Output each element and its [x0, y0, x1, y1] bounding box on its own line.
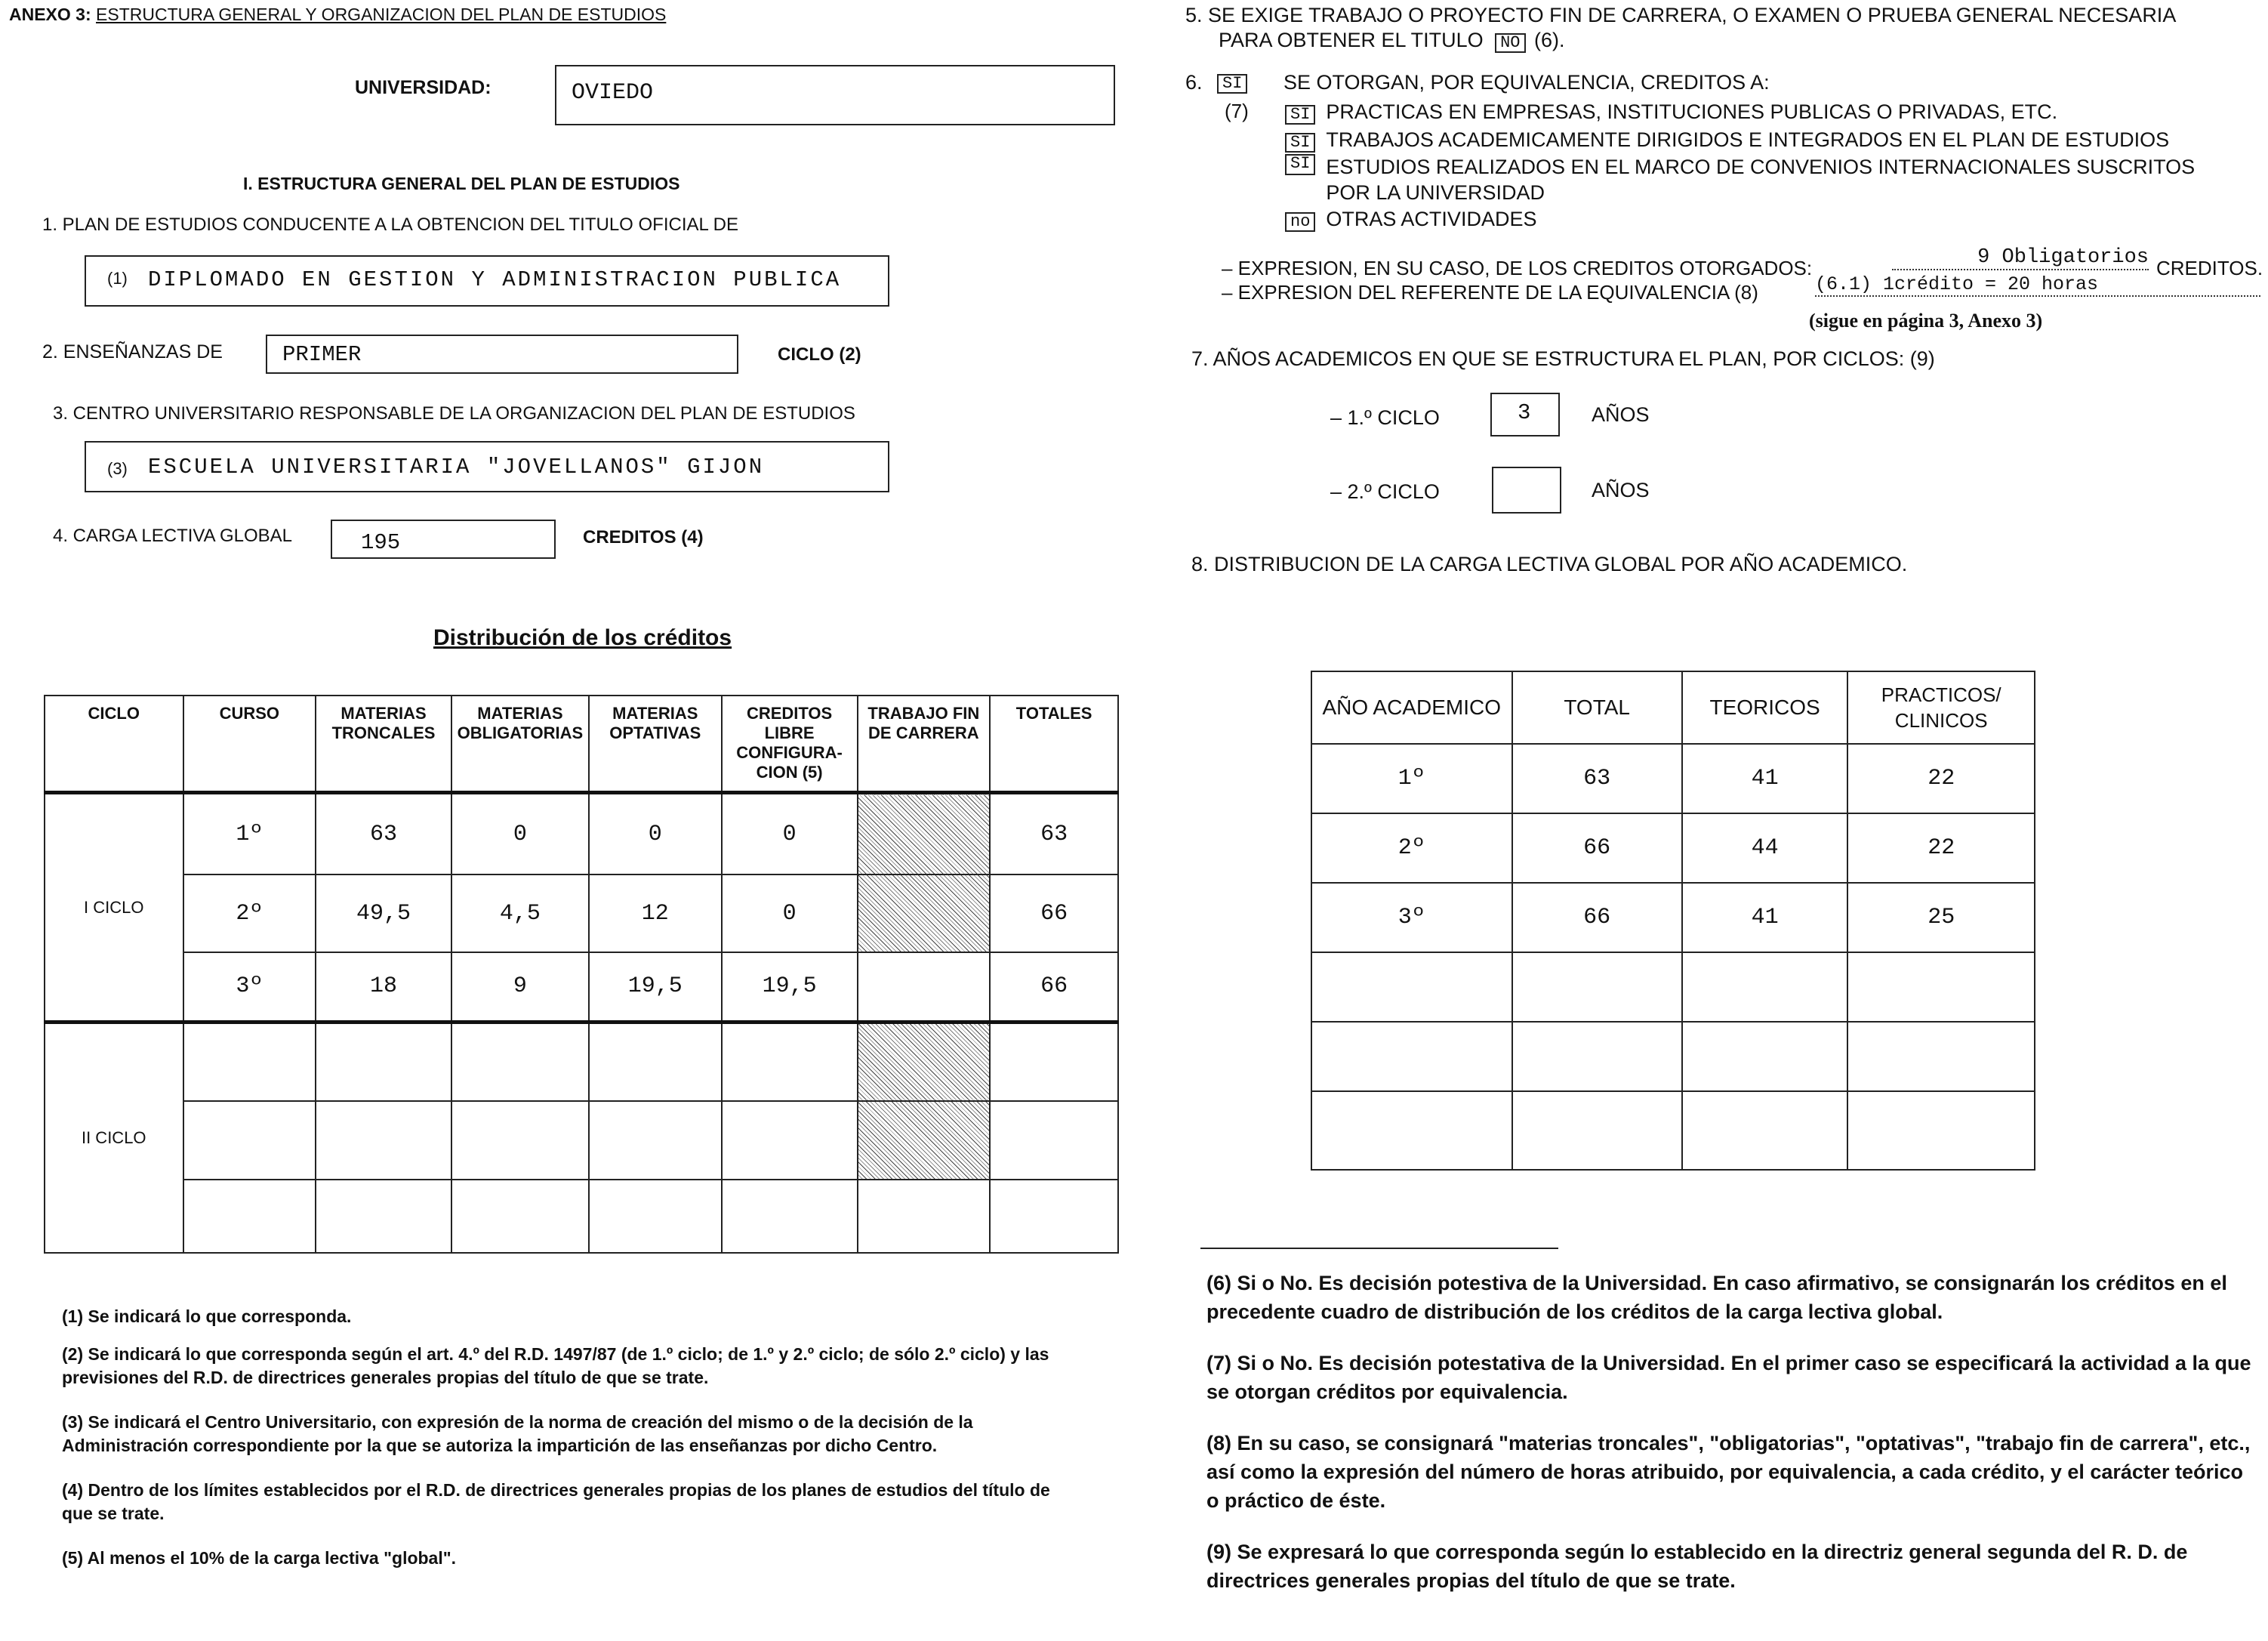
option-label: OTRAS ACTIVIDADES: [1326, 208, 1537, 230]
item4-suffix: CREDITOS (4): [583, 527, 704, 548]
troncales-cell: 18: [316, 952, 451, 1023]
item1-label: 1. PLAN DE ESTUDIOS CONDUCENTE A LA OBTENCION DEL TITULO OFICIAL DE: [42, 214, 738, 235]
ciclo2-years-field: [1492, 467, 1561, 514]
footnote-4: (4) Dentro de los límites establecidos por el R.D. de directrices generales propias de los planes de estudios del título de que se trate.: [62, 1480, 1050, 1523]
ciclo2-label: – 2.º CICLO: [1330, 480, 1440, 503]
ciclo1-unit: AÑOS: [1592, 403, 1650, 426]
col-practicos: PRACTICOS/ CLINICOS: [1847, 671, 2035, 744]
optativas-cell: 0: [589, 793, 722, 875]
universidad-label: UNIVERSIDAD:: [355, 77, 492, 98]
ano-cell: 3º: [1311, 883, 1512, 952]
footnote-1: (1) Se indicará lo que corresponda.: [62, 1306, 352, 1326]
table-row: [45, 793, 1118, 875]
footnote-6: (6) Si o No. Es decisión potestiva de la Universidad. En caso afirmativo, se consignarán los créditos en el precedente cuadro de distribución de los créditos de la carga lectiva global.: [1206, 1272, 2227, 1323]
option-label: TRABAJOS ACADEMICAMENTE DIRIGIDOS E INTEGRADOS EN EL PLAN DE ESTUDIOS: [1326, 128, 2170, 151]
page-header: [9, 5, 666, 25]
optativas-cell: [589, 1180, 722, 1253]
expr2-value: (6.1) 1crédito = 20 horas: [1815, 273, 2260, 297]
practicos-cell: 25: [1847, 883, 2035, 952]
table-row: [1311, 952, 2035, 1022]
col-obligatorias: MATERIAS OBLIGATORIAS: [451, 696, 589, 793]
troncales-cell: [316, 1022, 451, 1101]
obligatorias-cell: 9: [451, 952, 589, 1023]
carga-field: [331, 520, 556, 559]
table-row: [45, 874, 1118, 952]
col-troncales: MATERIAS TRONCALES: [316, 696, 451, 793]
table-row: [1311, 744, 2035, 813]
footnote-3: (3) Se indicará el Centro Universitario, con expresión de la norma de creación del mismo o de la decisión de la Administración correspondiente por la que se autoriza la impartición de las enseñanzas por dicho Centro.: [62, 1412, 973, 1455]
item1-ref: (1): [107, 269, 128, 288]
troncales-cell: 63: [316, 793, 451, 875]
option-checkbox: no: [1285, 212, 1315, 232]
option-label: PRACTICAS EN EMPRESAS, INSTITUCIONES PUBLICAS O PRIVADAS, ETC.: [1326, 100, 2058, 123]
libre-cell: 0: [722, 793, 858, 875]
item6-options: [1285, 98, 2236, 233]
ciclo-1-cell: I CICLO: [45, 793, 183, 1023]
table-row: [45, 1101, 1118, 1180]
ano-cell: 1º: [1311, 744, 1512, 813]
item6-checkbox: SI: [1217, 74, 1247, 94]
option-checkbox: SI: [1285, 154, 1315, 175]
ano-academico-table: [1311, 671, 2035, 1171]
item5-checkbox: NO: [1495, 33, 1525, 53]
section1-title: I. ESTRUCTURA GENERAL DEL PLAN DE ESTUDIOS: [243, 174, 680, 193]
practicos-cell: 22: [1847, 744, 2035, 813]
practicos-cell: 22: [1847, 813, 2035, 883]
centro-value: ESCUELA UNIVERSITARIA "JOVELLANOS" GIJON: [148, 455, 765, 480]
footnote-5: (5) Al menos el 10% de la carga lectiva "global".: [62, 1548, 457, 1568]
expr1-suffix: CREDITOS.: [2156, 257, 2263, 279]
centro-field: [85, 441, 889, 492]
footnote-8: (8) En su caso, se consignará "materias troncales", "obligatorias", "optativas", "trabajo fin de carrera", etc., así como la expresión del número de horas atribuido, por equivalencia, a cada crédito, y el carácter teórico o práctico de éste.: [1206, 1432, 2251, 1512]
item6-num: 6.: [1185, 71, 1203, 94]
option-trabajos: [1285, 126, 2236, 154]
curso-cell: [183, 1180, 316, 1253]
libre-cell: 0: [722, 874, 858, 952]
libre-cell: 19,5: [722, 952, 858, 1023]
total-cell: 66: [1512, 883, 1682, 952]
trabajo-cell-shaded: [858, 1022, 991, 1101]
col-ciclo: CICLO: [45, 696, 183, 793]
item5-line2: PARA OBTENER EL TITULO: [1219, 29, 1484, 51]
item2-label: 2. ENSEÑANZAS DE: [42, 341, 223, 362]
totales-cell: [990, 1180, 1118, 1253]
curso-cell: [183, 1022, 316, 1101]
footnote-9: (9) Se expresará lo que corresponda según lo establecido en la directriz general segunda del R. D. de directrices generales propias del título de que se trate.: [1206, 1541, 2188, 1592]
universidad-field: [555, 65, 1115, 125]
teoricos-cell: 44: [1682, 813, 1848, 883]
page-title: ESTRUCTURA GENERAL Y ORGANIZACION DEL PLAN DE ESTUDIOS: [96, 5, 667, 24]
item4-label: 4. CARGA LECTIVA GLOBAL: [53, 526, 293, 546]
curso-cell: 1º: [183, 793, 316, 875]
ano-header-row: [1311, 671, 2035, 744]
teoricos-cell: 41: [1682, 883, 1848, 952]
col-total: TOTAL: [1512, 671, 1682, 744]
optativas-cell: [589, 1022, 722, 1101]
col-curso: CURSO: [183, 696, 316, 793]
obligatorias-cell: 0: [451, 793, 589, 875]
ciclo1-years-field: [1490, 393, 1560, 436]
option-practicas: [1285, 98, 2236, 126]
libre-cell: [722, 1101, 858, 1180]
item5: [1185, 3, 2176, 53]
totales-cell: 66: [990, 874, 1118, 952]
item2-suffix: CICLO (2): [778, 344, 861, 365]
universidad-value: OVIEDO: [572, 80, 654, 106]
footnote-7: (7) Si o No. Es decisión potestativa de la Universidad. En el primer caso se especificará la actividad a la que se otorgan créditos por equivalencia.: [1206, 1352, 2251, 1403]
libre-cell: [722, 1022, 858, 1101]
curso-cell: 3º: [183, 952, 316, 1023]
optativas-cell: 12: [589, 874, 722, 952]
option-convenios: [1285, 154, 2236, 205]
item8-label: 8. DISTRIBUCION DE LA CARGA LECTIVA GLOBAL POR AÑO ACADEMICO.: [1191, 553, 1908, 575]
carga-value: 195: [361, 530, 401, 555]
item6-ref: (7): [1225, 100, 1249, 122]
footnote-2: (2) Se indicará lo que corresponda según el art. 4.º del R.D. 1497/87 (de 1.º ciclo; de 1.º y 2.º ciclo; de sólo 2.º ciclo) y las previsiones del R.D. de directrices generales propias del título de que se trate.: [62, 1344, 1049, 1387]
obligatorias-cell: [451, 1180, 589, 1253]
table-row: [1311, 1091, 2035, 1170]
item3-ref: (3): [107, 459, 128, 478]
option-checkbox: SI: [1285, 105, 1315, 125]
libre-cell: [722, 1180, 858, 1253]
col-ano: AÑO ACADEMICO: [1311, 671, 1512, 744]
trabajo-cell-shaded: [858, 874, 991, 952]
item6-label: SE OTORGAN, POR EQUIVALENCIA, CREDITOS A:: [1283, 71, 1770, 94]
total-cell: 66: [1512, 813, 1682, 883]
obligatorias-cell: [451, 1101, 589, 1180]
footnote-divider: [1200, 1248, 1558, 1249]
titulo-field: [85, 255, 889, 307]
item5-ref: (6).: [1534, 29, 1565, 51]
troncales-cell: 49,5: [316, 874, 451, 952]
item7-label: 7. AÑOS ACADEMICOS EN QUE SE ESTRUCTURA EL PLAN, POR CICLOS: (9): [1191, 347, 1935, 370]
col-totales: TOTALES: [990, 696, 1118, 793]
titulo-value: DIPLOMADO EN GESTION Y ADMINISTRACION PUBLICA: [148, 267, 842, 292]
obligatorias-cell: 4,5: [451, 874, 589, 952]
distribucion-header-row: [45, 696, 1118, 793]
obligatorias-cell: [451, 1022, 589, 1101]
option-checkbox: SI: [1285, 133, 1315, 153]
table-row: [1311, 813, 2035, 883]
distribucion-title: Distribución de los créditos: [433, 625, 732, 650]
col-optativas: MATERIAS OPTATIVAS: [589, 696, 722, 793]
totales-cell: [990, 1022, 1118, 1101]
col-libre: CREDITOS LIBRE CONFIGURA-CION (5): [722, 696, 858, 793]
ciclo2-unit: AÑOS: [1592, 479, 1650, 501]
table-row: [45, 1022, 1118, 1101]
option-label: ESTUDIOS REALIZADOS EN EL MARCO DE CONVENIOS INTERNACIONALES SUSCRITOS POR LA UNIVERSIDAD: [1326, 156, 2196, 204]
ensenanzas-field: [266, 335, 738, 374]
table-row: [45, 1180, 1118, 1253]
item5-line1: 5. SE EXIGE TRABAJO O PROYECTO FIN DE CARRERA, O EXAMEN O PRUEBA GENERAL NECESARIA: [1185, 4, 2177, 26]
optativas-cell: 19,5: [589, 952, 722, 1023]
trabajo-cell: [858, 1180, 991, 1253]
col-trabajo: TRABAJO FIN DE CARRERA: [858, 696, 991, 793]
curso-cell: 2º: [183, 874, 316, 952]
ensenanzas-value: PRIMER: [282, 342, 362, 367]
annex-label: ANEXO 3:: [9, 5, 91, 24]
expr1-label: – EXPRESION, EN SU CASO, DE LOS CREDITOS OTORGADOS:: [1222, 257, 1813, 279]
ano-cell: 2º: [1311, 813, 1512, 883]
item3-label: 3. CENTRO UNIVERSITARIO RESPONSABLE DE LA ORGANIZACION DEL PLAN DE ESTUDIOS: [53, 403, 855, 424]
ciclo1-label: – 1.º CICLO: [1330, 406, 1440, 429]
ciclo1-years-value: 3: [1518, 400, 1531, 425]
trabajo-cell-shaded: [858, 1101, 991, 1180]
trabajo-cell: [858, 952, 991, 1023]
table-row: [45, 952, 1118, 1023]
ciclo-2-cell: II CICLO: [45, 1022, 183, 1253]
expr1-value: 9 Obligatorios: [1892, 246, 2149, 270]
troncales-cell: [316, 1180, 451, 1253]
totales-cell: [990, 1101, 1118, 1180]
curso-cell: [183, 1101, 316, 1180]
table-row: [1311, 1022, 2035, 1091]
totales-cell: 63: [990, 793, 1118, 875]
troncales-cell: [316, 1101, 451, 1180]
option-otras: [1285, 205, 2236, 233]
totales-cell: 66: [990, 952, 1118, 1023]
expr2-label: – EXPRESION DEL REFERENTE DE LA EQUIVALENCIA (8): [1222, 281, 1758, 304]
trabajo-cell-shaded: [858, 793, 991, 875]
distribucion-table: [44, 695, 1119, 1254]
table-row: [1311, 883, 2035, 952]
total-cell: 63: [1512, 744, 1682, 813]
optativas-cell: [589, 1101, 722, 1180]
col-teoricos: TEORICOS: [1682, 671, 1848, 744]
continues-note: (sigue en página 3, Anexo 3): [1809, 310, 2043, 332]
teoricos-cell: 41: [1682, 744, 1848, 813]
